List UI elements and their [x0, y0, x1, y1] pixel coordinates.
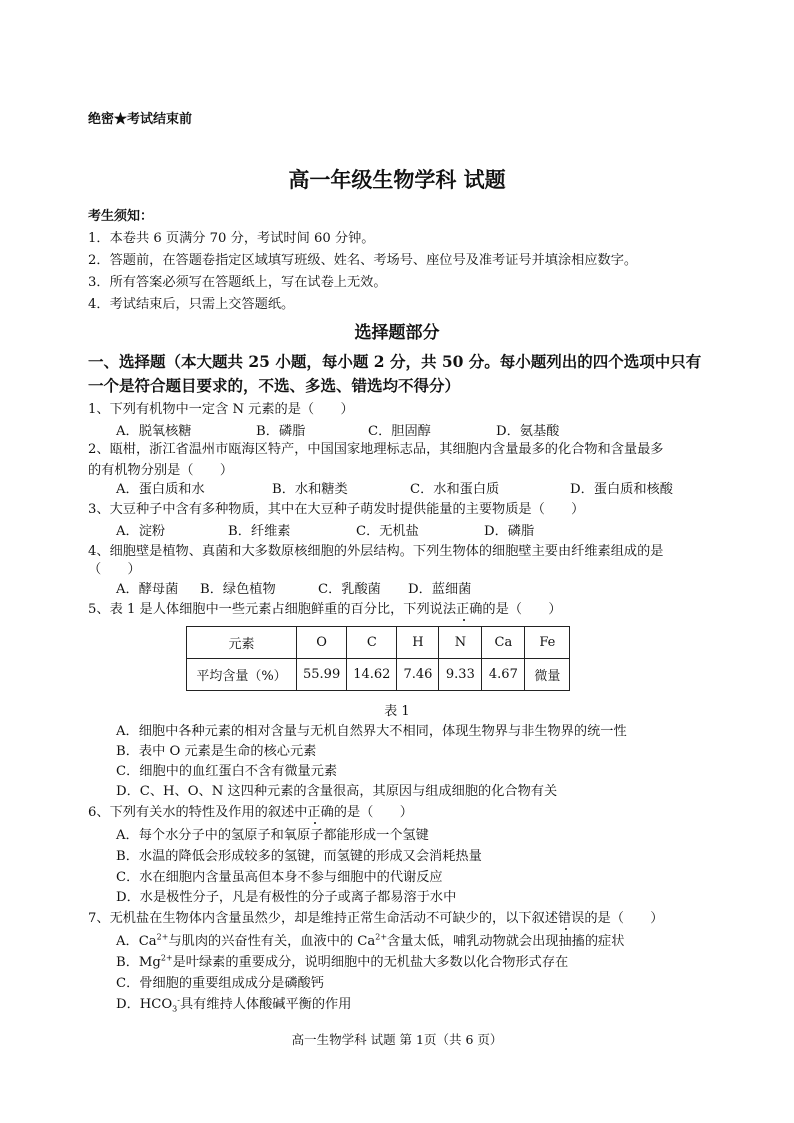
question-2-stem-cont: 的有机物分别是（ ）: [88, 463, 234, 478]
q2-option-c: C．水和蛋白质: [410, 482, 500, 497]
superscript: 2+: [156, 932, 169, 942]
table-row: [187, 659, 570, 691]
q5-option-b: B．表中 O 元素是生命的核心元素: [116, 744, 317, 759]
table-cell: 4.67: [482, 659, 525, 691]
superscript: 2+: [375, 932, 388, 942]
text: 具有维持人体酸碱平衡的作用: [179, 997, 352, 1012]
table-cell: 平均含量（%）: [187, 659, 297, 691]
q4-option-d: D．蓝细菌: [408, 582, 472, 597]
table-cell: 7.46: [397, 659, 439, 691]
q3-option-d: D．磷脂: [484, 524, 535, 539]
superscript: -: [177, 995, 180, 1005]
q2-option-d: D．蛋白质和核酸: [570, 482, 673, 497]
q2-option-b: B．水和糖类: [272, 482, 348, 497]
q7-option-d: [116, 993, 351, 1014]
page-title: 高一年级生物学科 试题: [288, 168, 506, 192]
table-cell: N: [439, 627, 482, 659]
q6-stem-part: 确的是（ ）: [320, 805, 413, 820]
q3-option-a: A．淀粉: [116, 524, 166, 539]
question-4-stem: 4、细胞壁是植物、真菌和大多数原核细胞的外层结构。下列生物体的细胞壁主要由纤维素组成的是: [88, 544, 664, 559]
superscript: 2+: [160, 953, 173, 963]
table-cell: 9.33: [439, 659, 482, 691]
notice-item: 2．答题前，在答题卷指定区域填写班级、姓名、考场号、座位号及准考证号并填涂相应数字。: [88, 253, 638, 268]
q7-option-b: [116, 951, 568, 970]
question-6-stem: [88, 801, 413, 820]
q2-option-a: A．蛋白质和水: [116, 482, 205, 497]
confidential-label: 绝密★考试结束前: [88, 112, 193, 127]
table-header-row: [187, 627, 570, 659]
q1-option-c: C．胆固醇: [368, 424, 431, 439]
q5-stem-part: 确的是（ ）: [469, 602, 562, 617]
q6-option-d: D．水是极性分子，凡是有极性的分子或离子都易溶于水中: [116, 890, 457, 905]
question-4-stem-cont: （ ）: [88, 562, 141, 577]
q1-option-d: D．氨基酸: [496, 424, 560, 439]
text: B．Mg: [116, 955, 161, 970]
q7-stem-part: 7、无机盐在生物体内含量虽然少，却是维持正常生命活动不可缺少的，以下叙述: [88, 911, 558, 926]
table-cell: 55.99: [297, 659, 347, 691]
emphasis-mark: 错: [557, 911, 572, 926]
page-footer: 高一生物学科 试题 第 1页（共 6 页）: [291, 1032, 503, 1047]
text: D．HCO: [116, 997, 173, 1012]
table-cell: 微量: [525, 659, 570, 691]
q3-option-b: B．纤维素: [228, 524, 291, 539]
q3-option-c: C．无机盐: [356, 524, 419, 539]
q5-option-a: A．细胞中各种元素的相对含量与无机自然界大不相同，体现生物界与非生物界的统一性: [116, 724, 627, 739]
q7-option-a: [116, 930, 624, 949]
part-intro-line-2: 一个是符合题目要求的，不选、多选、错选均不得分）: [88, 376, 461, 395]
q6-option-a: A．每个水分子中的氢原子和氧原子都能形成一个氢键: [116, 828, 429, 843]
q6-option-c: C．水在细胞内含量虽高但本身不参与细胞中的代谢反应: [116, 870, 443, 885]
element-content-table: [186, 626, 570, 691]
q7-option-c: C．骨细胞的重要组成成分是磷酸钙: [116, 976, 324, 991]
table-cell: H: [397, 627, 439, 659]
subscript: 3: [172, 1004, 178, 1014]
notice-heading: 考生须知：: [88, 209, 154, 224]
table-cell: 元素: [187, 627, 297, 659]
q5-option-c: C．细胞中的血红蛋白不含有微量元素: [116, 764, 338, 779]
q5-option-d: D．C、H、O、N 这四种元素的含量很高，其原因与组成细胞的化合物有关: [116, 784, 558, 799]
q5-stem-part: 5、表 1 是人体细胞中一些元素占细胞鲜重的百分比，下列说法: [88, 602, 457, 617]
table-cell: C: [347, 627, 397, 659]
notice-item: 3．所有答案必须写在答题纸上，写在试卷上无效。: [88, 275, 387, 290]
notice-item: 4．考试结束后，只需上交答题纸。: [88, 297, 295, 312]
table-caption: 表 1: [384, 704, 410, 719]
q4-option-b: B．绿色植物: [200, 582, 276, 597]
emphasis-mark: 正: [456, 602, 470, 617]
emphasis-mark: 正: [307, 805, 321, 820]
q6-stem-part: 6、下列有关水的特性及作用的叙述中: [88, 805, 308, 820]
q1-option-a: A．脱氧核糖: [116, 424, 192, 439]
text: 是叶绿素的重要成分，说明细胞中的无机盐大多数以化合物形式存在: [172, 955, 569, 970]
question-7-stem: [88, 907, 663, 926]
text: 含量太低，哺乳动物就会出现抽搐的症状: [387, 934, 625, 949]
notice-item: 1．本卷共 6 页满分 70 分，考试时间 60 分钟。: [88, 231, 375, 246]
question-1-stem: 1、下列有机物中一定含 N 元素的是（ ）: [88, 402, 354, 417]
question-5-stem: [88, 598, 562, 617]
question-2-stem: 2、瓯柑，浙江省温州市瓯海区特产，中国国家地理标志品，其细胞内含量最多的化合物和含量最多: [88, 442, 664, 457]
table-cell: Fe: [525, 627, 570, 659]
text: 与肌肉的兴奋性有关，血液中的 Ca: [168, 934, 376, 949]
part-intro-line-1: 一、选择题（本大题共 25 小题，每小题 2 分，共 50 分。每小题列出的四个选项中只有: [88, 352, 702, 371]
table-cell: 14.62: [347, 659, 397, 691]
q6-option-b: B．水温的降低会形成较多的氢键，而氢键的形成又会消耗热量: [116, 849, 482, 864]
q1-option-b: B．磷脂: [256, 424, 306, 439]
section-title: 选择题部分: [354, 323, 440, 343]
q4-option-c: C．乳酸菌: [318, 582, 381, 597]
q7-stem-part: 误的是（ ）: [571, 911, 664, 926]
table-cell: Ca: [482, 627, 525, 659]
q4-option-a: A．酵母菌: [116, 582, 179, 597]
question-3-stem: 3、大豆种子中含有多种物质，其中在大豆种子萌发时提供能量的主要物质是（ ）: [88, 502, 585, 517]
text: A．Ca: [116, 934, 157, 949]
table-cell: O: [297, 627, 347, 659]
